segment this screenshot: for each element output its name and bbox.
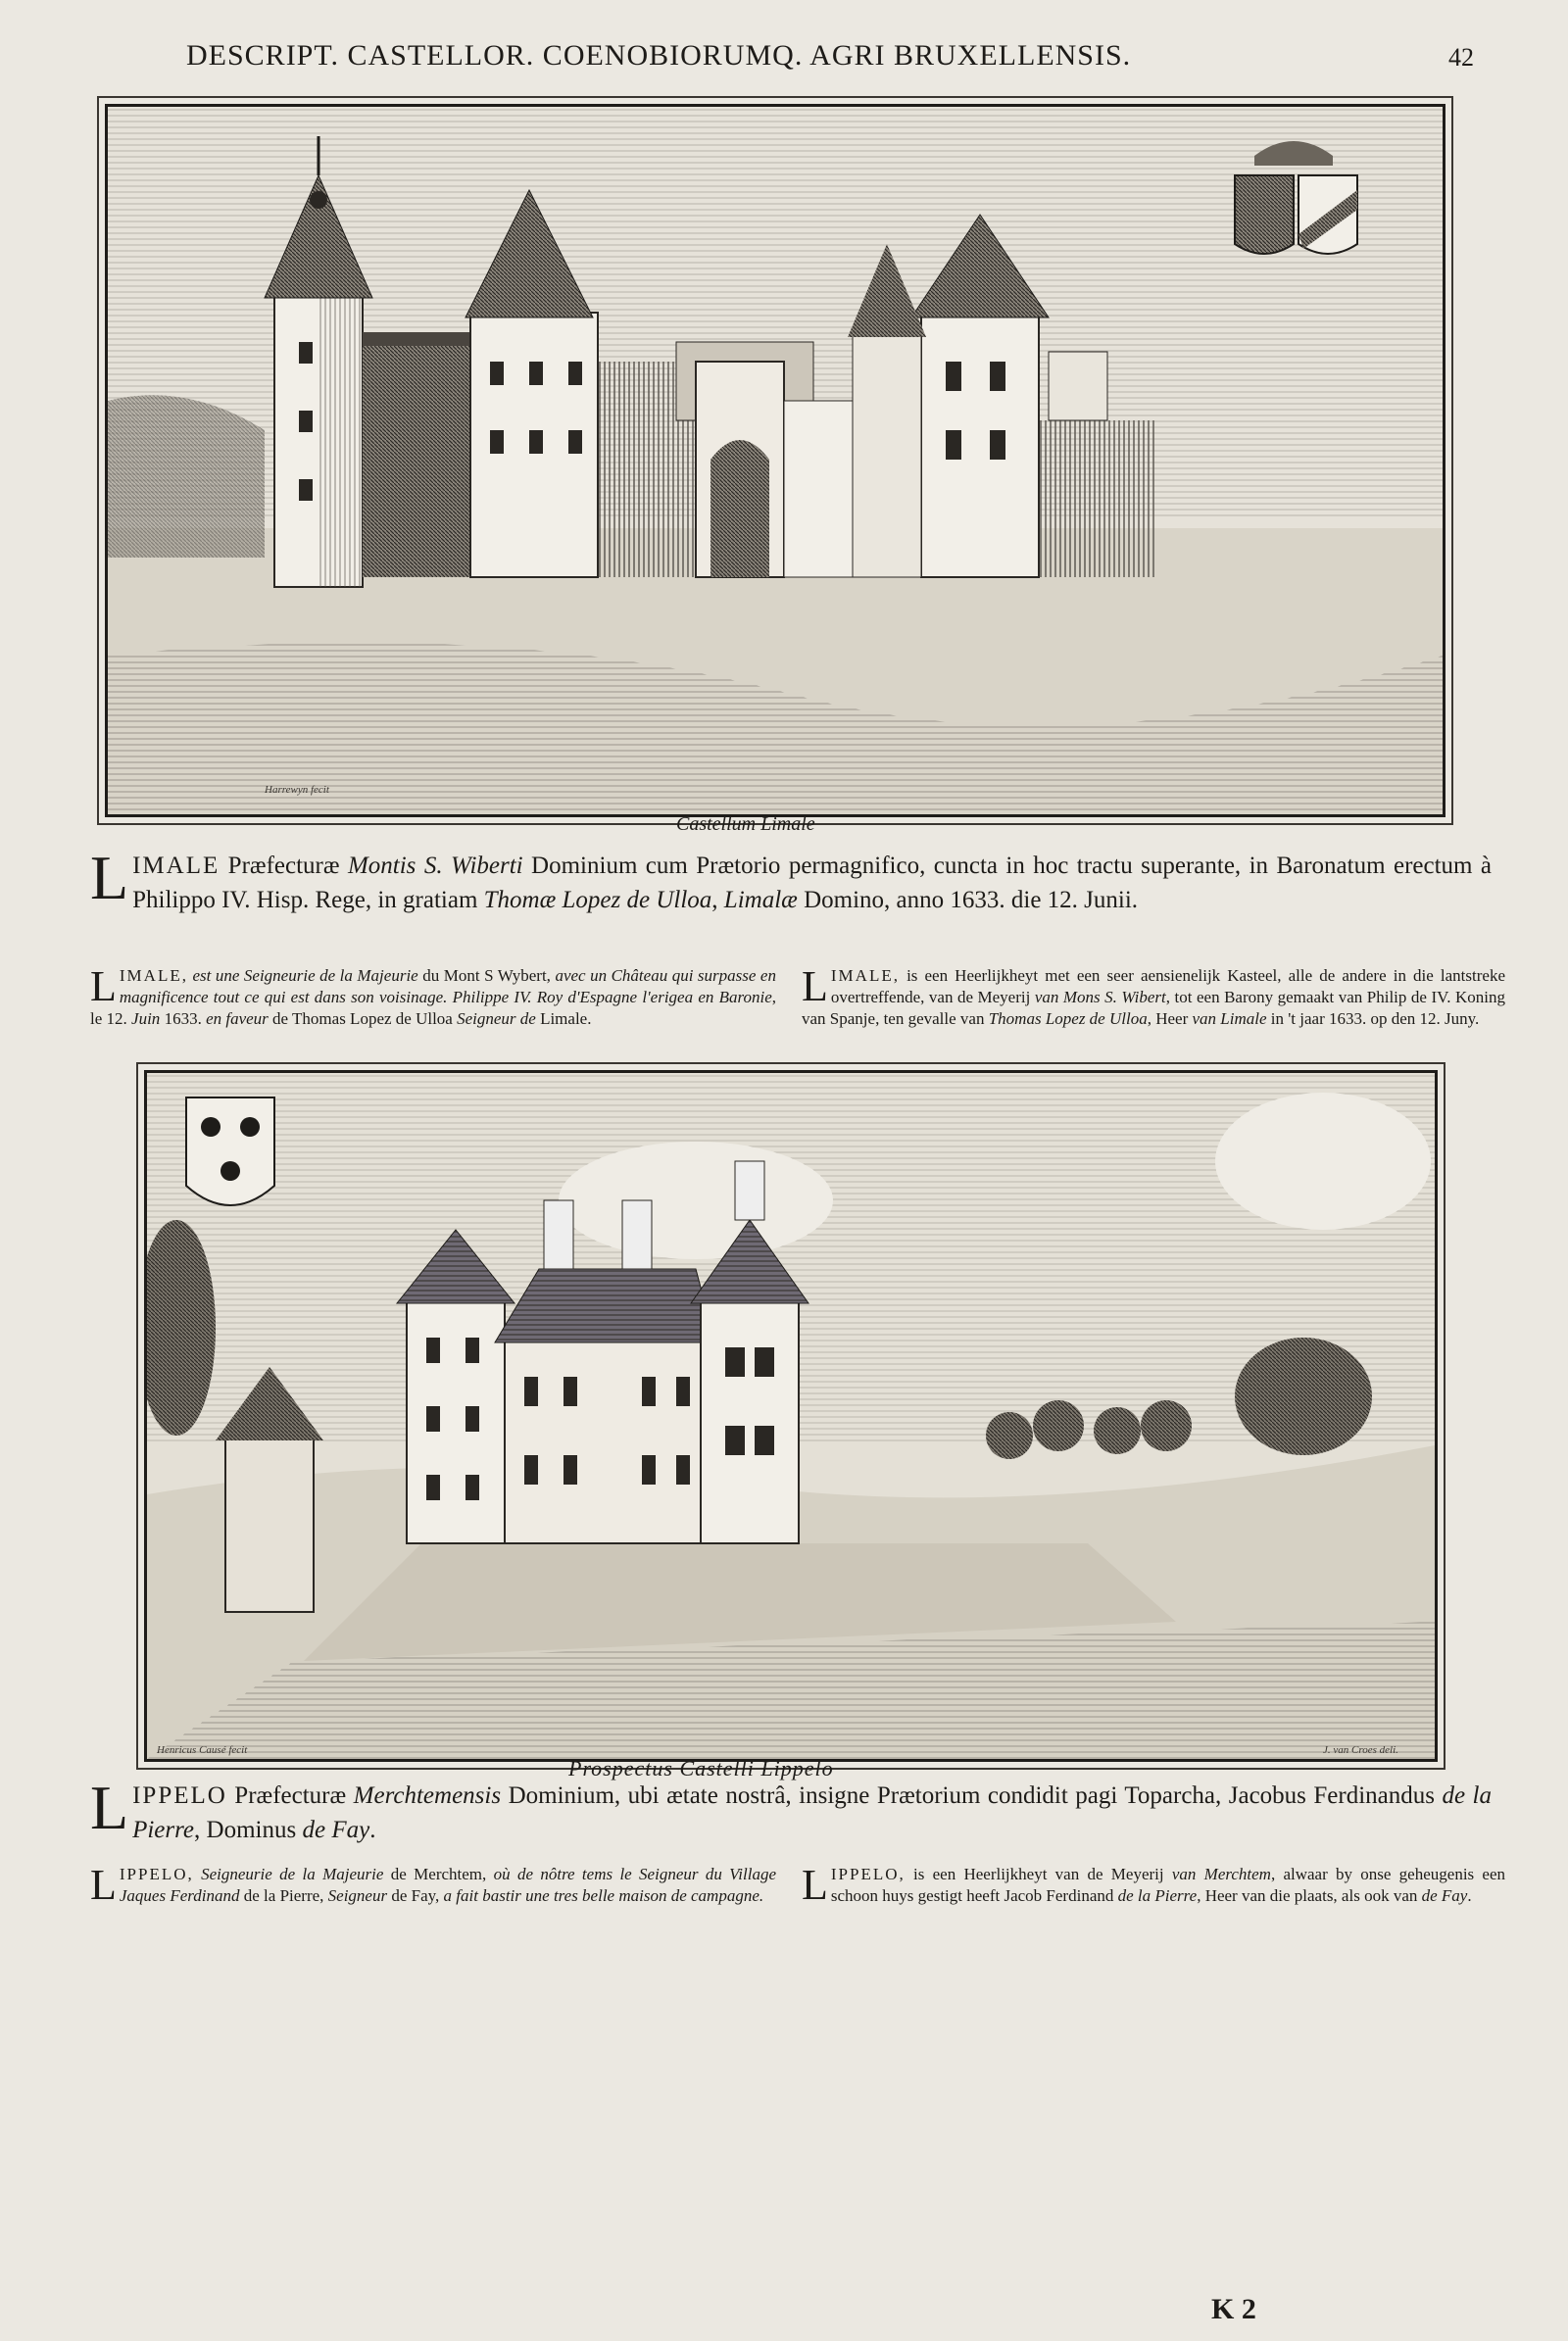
signature-mark: K 2: [1211, 2293, 1256, 2325]
drop-cap: L: [90, 843, 129, 912]
drop-cap: L: [90, 1773, 129, 1842]
draughtsman-signature-right: J. van Croes deli.: [1323, 1744, 1398, 1756]
lippelo-latin-text: LIPPELO Præfecturæ Merchtemensis Dominium, ubi ætate nostrâ, insigne Prætorium condidit pagi Toparcha, Jacobus Ferdinandus de la Pierre, Dominus de Fay.: [90, 1773, 1492, 1843]
limale-french-text: LIMALE, est une Seigneurie de la Majeurie du Mont S Wybert, avec un Château qui surpasse en magnificence tout ce qui est dans son voisinage. Philippe IV. Roy d'Espagne l'erigea en Baronie, le 12. Juin 1633. en faveur de Thomas Lopez de Ulloa Seigneur de Limale.: [90, 962, 776, 1028]
limale-dutch-text: LIMALE, is een Heerlijkheyt met een seer aensienelijk Kasteel, alle de andere in die lantstreke overtreffende, van de Meyerij van Mons S. Wibert, tot een Barony gemaakt van Philip de IV. Koning van Spanje, ten gevalle van Thomas Lopez de Ulloa, Heer van Limale in 't jaar 1633. op den 12. Juny.: [802, 962, 1505, 1028]
page-number: 42: [1448, 43, 1474, 72]
limale-latin-text: LIMALE Præfecturæ Montis S. Wiberti Dominium cum Prætorio permagnifico, cuncta in hoc tractu superante, in Baronatum erectum à Philippo IV. Hisp. Rege, in gratiam Thomæ Lopez de Ulloa, Limalæ Domino, anno 1633. die 12. Junii.: [90, 843, 1492, 913]
plate-caption-lippelo: Prospectus Castelli Lippelo: [568, 1756, 834, 1780]
lippelo-french-text: LIPPELO, Seigneurie de la Majeurie de Merchtem, où de nôtre tems le Seigneur du Village Jaques Ferdinand de la Pierre, Seigneur de Fay, a fait bastir une tres belle maison de campagne.: [90, 1861, 777, 1909]
engraver-signature-left: Henricus Causé fecit: [157, 1744, 248, 1756]
running-title: DESCRIPT. CASTELLOR. COENOBIORUMQ. AGRI BRUXELLENSIS.: [186, 39, 1132, 72]
engraver-signature: Harrewyn fecit: [265, 784, 329, 796]
engraving-castelli-lippelo: [144, 1070, 1438, 1762]
engraving-castellum-limale: [105, 104, 1446, 817]
plate-caption-limale: Castellum Limale: [676, 813, 815, 835]
lippelo-dutch-text: LIPPELO, is een Heerlijkheyt van de Meyerij van Merchtem, alwaar by onse geheugenis een schoon huys gestigt heeft Jacob Ferdinand de la Pierre, Heer van die plaats, als ook van de Fay.: [802, 1861, 1506, 1909]
